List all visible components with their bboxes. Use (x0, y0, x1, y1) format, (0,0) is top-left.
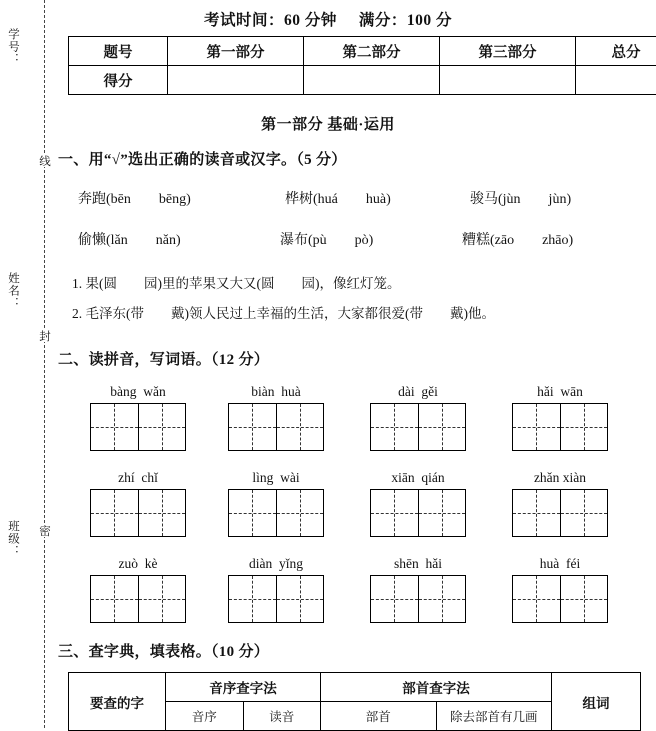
pinyin-label-9: zuò kè (90, 556, 186, 572)
q1-sentence-2: 2. 毛泽东(带 戴)领人民过上幸福的生活，大家都很爱(带 戴)他。 (72, 302, 495, 322)
dict-col-pinyin-method: 音序查字法 (166, 673, 321, 702)
score-cell-2 (304, 66, 440, 95)
seal-word-feng: 封 (38, 330, 52, 342)
tianzige-8[interactable] (512, 489, 608, 537)
dict-sub-strokes: 除去部首有几画 (436, 702, 552, 731)
q1-choice-2-2: 瀑布(pù pò) (280, 229, 373, 249)
score-header-3: 第三部分 (440, 37, 576, 66)
q1-sentence-1: 1. 果(圆 园)里的苹果又大又(圆 园)，像红灯笼。 (72, 272, 400, 292)
dictionary-table (68, 672, 641, 731)
tianzige-4[interactable] (512, 403, 608, 451)
q1-choice-1-2: 桦树(huá huà) (285, 188, 391, 208)
tianzige-3[interactable] (370, 403, 466, 451)
pinyin-grid-3 (370, 384, 466, 451)
pinyin-label-12: huà féi (512, 556, 608, 572)
tianzige-2[interactable] (228, 403, 324, 451)
exam-fullscore-label: 满分：100 分 (359, 12, 452, 29)
pinyin-label-10: diàn yǐng (228, 556, 324, 572)
tianzige-10[interactable] (228, 575, 324, 623)
pinyin-grid-11 (370, 556, 466, 623)
pinyin-grid-8 (512, 470, 608, 537)
dict-col-word: 要查的字 (69, 673, 166, 731)
table-row (69, 66, 656, 95)
q1-choice-2-1: 偷懒(lǎn nǎn) (78, 229, 181, 249)
dict-sub-reading: 读音 (243, 702, 321, 731)
score-header-4: 总分 (576, 37, 656, 66)
pinyin-label-3: dài gěi (370, 384, 466, 400)
q1-choice-2-3: 糟糕(zāo zhāo) (462, 229, 573, 249)
dict-col-compound: 组词 (552, 673, 641, 731)
side-label-name: 姓名： (3, 272, 19, 310)
pinyin-label-1: bàng wǎn (90, 384, 186, 400)
dict-col-radical-method: 部首查字法 (321, 673, 552, 702)
tianzige-9[interactable] (90, 575, 186, 623)
tianzige-5[interactable] (90, 489, 186, 537)
score-header-0: 题号 (69, 37, 168, 66)
exam-header (0, 8, 656, 30)
score-header-1: 第一部分 (168, 37, 304, 66)
pinyin-label-4: hǎi wān (512, 384, 608, 400)
tianzige-7[interactable] (370, 489, 466, 537)
dict-sub-radical: 部首 (321, 702, 437, 731)
table-row (69, 673, 641, 702)
question-2-heading: 二、读拼音，写词语。（12 分） (58, 348, 269, 369)
pinyin-grid-1 (90, 384, 186, 451)
pinyin-label-5: zhí chǐ (90, 470, 186, 486)
q1-choice-1-1: 奔跑(bēn bēng) (78, 188, 191, 208)
pinyin-grid-6 (228, 470, 324, 537)
pinyin-grid-5 (90, 470, 186, 537)
pinyin-label-6: lìng wài (228, 470, 324, 486)
score-table (68, 36, 656, 95)
tianzige-1[interactable] (90, 403, 186, 451)
tianzige-12[interactable] (512, 575, 608, 623)
seal-word-mi: 密 (38, 525, 52, 537)
pinyin-label-2: biàn huà (228, 384, 324, 400)
pinyin-grid-12 (512, 556, 608, 623)
pinyin-grid-2 (228, 384, 324, 451)
exam-time-label: 考试时间：60 分钟 (204, 12, 337, 29)
pinyin-label-8: zhǎn xiàn (512, 470, 608, 486)
tianzige-6[interactable] (228, 489, 324, 537)
side-label-class: 班级： (3, 520, 19, 558)
pinyin-grid-9 (90, 556, 186, 623)
pinyin-grid-10 (228, 556, 324, 623)
pinyin-label-7: xiān qián (370, 470, 466, 486)
seal-dashed-line (44, 0, 45, 728)
score-cell-1 (168, 66, 304, 95)
question-3-heading: 三、查字典，填表格。（10 分） (58, 640, 269, 661)
seal-word-xian: 线 (38, 155, 52, 167)
side-label-student-id: 学号： (3, 28, 19, 66)
score-cell-3 (440, 66, 576, 95)
tianzige-11[interactable] (370, 575, 466, 623)
score-header-2: 第二部分 (304, 37, 440, 66)
dict-sub-initial: 音序 (166, 702, 244, 731)
score-row-label: 得分 (69, 66, 168, 95)
part-title: 第一部分 基础·运用 (0, 113, 656, 134)
table-row (69, 37, 656, 66)
pinyin-label-11: shēn hǎi (370, 556, 466, 572)
question-1-heading: 一、用“√”选出正确的读音或汉字。（5 分） (58, 148, 347, 169)
pinyin-grid-4 (512, 384, 608, 451)
score-cell-4 (576, 66, 656, 95)
pinyin-grid-7 (370, 470, 466, 537)
q1-choice-1-3: 骏马(jùn jùn) (470, 188, 571, 208)
